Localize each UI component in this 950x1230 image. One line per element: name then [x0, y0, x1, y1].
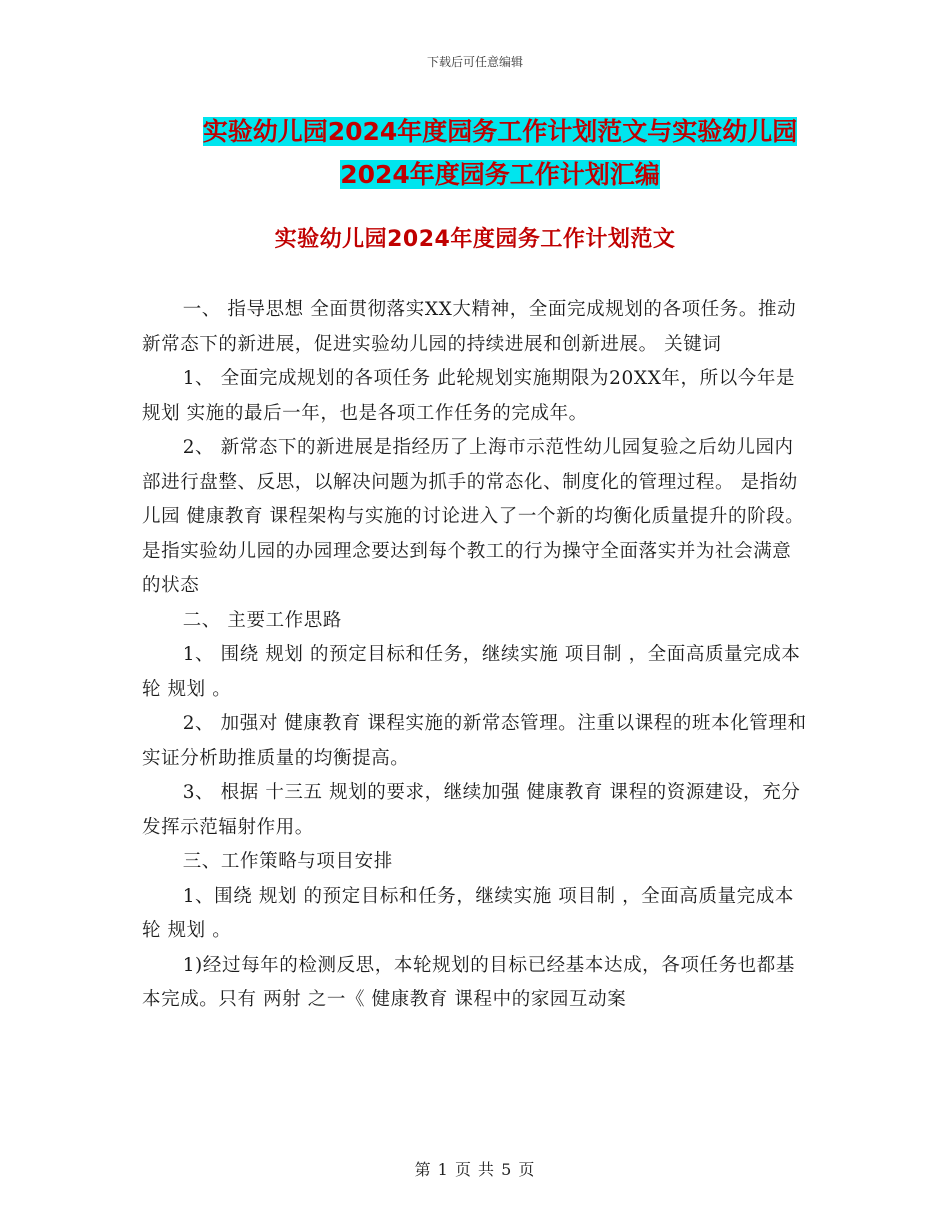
paragraph: 1、 围绕 规划 的预定目标和任务，继续实施 项目制 ，全面高质量完成本轮 规划 。: [142, 644, 801, 700]
document-title: [120, 110, 880, 196]
paragraph: 1)经过每年的检测反思，本轮规划的目标已经基本达成，各项任务也都基本完成。只有 两射 之一《 健康教育 课程中的家园互动案: [142, 954, 795, 1010]
document-body: [142, 293, 807, 1018]
paragraph: 三、工作策略与项目安排: [182, 851, 393, 872]
title-line-1: 实验幼儿园2024年度园务工作计划范文与实验幼儿园: [202, 117, 798, 146]
page-footer: 第 1 页 共 5 页: [414, 1160, 536, 1179]
paragraph: 2、 加强对 健康教育 课程实施的新常态管理。注重以课程的班本化管理和实证分析助推质量的均衡提高。: [142, 713, 807, 769]
paragraph: 一、 指导思想 全面贯彻落实XX大精神，全面完成规划的各项任务。推动新常态下的新进展，促进实验幼儿园的持续进展和创新进展。 关键词: [142, 299, 797, 355]
paragraph: 3、 根据 十三五 规划的要求，继续加强 健康教育 课程的资源建设，充分发挥示范辐射作用。: [142, 782, 801, 838]
paragraph: 1、围绕 规划 的预定目标和任务，继续实施 项目制 ，全面高质量完成本轮 规划 。: [142, 885, 794, 941]
section-title: 实验幼儿园2024年度园务工作计划范文: [274, 227, 676, 252]
header-note: 下载后可任意编辑: [426, 55, 523, 69]
paragraph: 2、 新常态下的新进展是指经历了上海市示范性幼儿园复验之后幼儿园内部进行盘整、反思，以解决问题为抓手的常态化、制度化的管理过程。 是指幼儿园 健康教育 课程架构与实施的讨论进入了一个新的均衡化质量提升的阶段。 是指实验幼儿园的办园理念要达到每个教工的行为操守全面落实并为社会满意的状态: [142, 437, 805, 596]
title-line-2: 2024年度园务工作计划汇编: [340, 160, 660, 189]
paragraph: 二、 主要工作思路: [182, 609, 342, 631]
paragraph: 1、 全面完成规划的各项任务 此轮规划实施期限为20XX年，所以今年是 规划 实施的最后一年，也是各项工作任务的完成年。: [142, 368, 796, 424]
